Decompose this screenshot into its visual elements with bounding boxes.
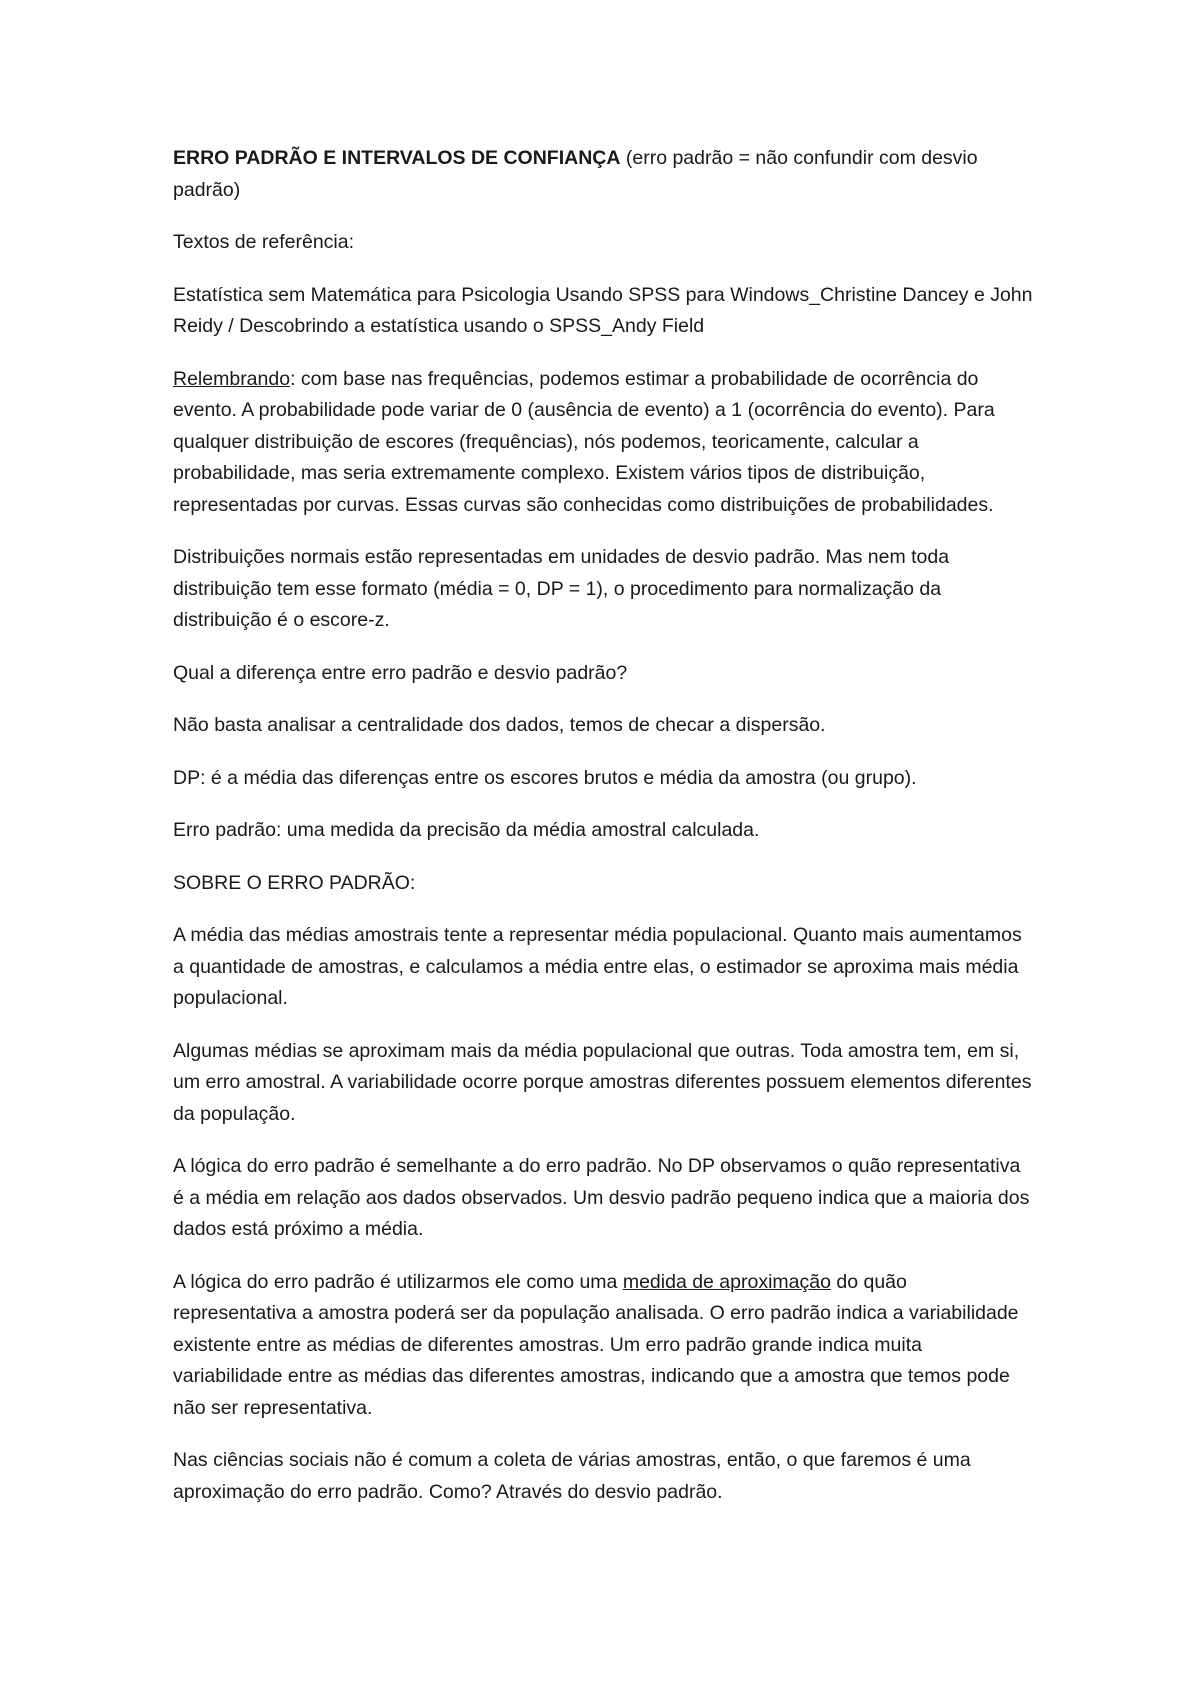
paragraph-algumas-medias: Algumas médias se aproximam mais da média populacional que outras. Toda amostra tem, em si, um erro amostral. A variabilidade ocorre porque amostras diferentes possuem elementos diferentes da população. bbox=[173, 1039, 1032, 1125]
paragraph-logica-1: A lógica do erro padrão é semelhante a do erro padrão. No DP observamos o quão representativa é a média em relação aos dados observados. Um desvio padrão pequeno indica que a maioria dos dados está próximo a média. bbox=[173, 1155, 1030, 1240]
document-title bbox=[173, 143, 1033, 206]
document-body bbox=[173, 143, 1033, 1529]
recall-text: : com base nas frequências, podemos estimar a probabilidade de ocorrência do evento. A probabilidade pode variar de 0 (ausência de evento) a 1 (ocorrência do evento). Para qualquer distribuição de escores (frequências), nós podemos, teoricamente, calcular a probabilidade, mas seria extremamente complexo. Existem vários tipos de distribuição, representadas por curvas. Essas curvas são conhecidas como distribuições de probabilidades. bbox=[173, 367, 995, 516]
references-heading: Textos de referência: bbox=[173, 231, 355, 253]
paragraph-dp-definition: DP: é a média das diferenças entre os escores brutos e média da amostra (ou grupo). bbox=[173, 766, 917, 789]
paragraph-dispersion: Não basta analisar a centralidade dos dados, temos de checar a dispersão. bbox=[173, 714, 826, 736]
title-bold: ERRO PADRÃO E INTERVALOS DE CONFIANÇA bbox=[173, 147, 621, 169]
section-heading-sobre: SOBRE O ERRO PADRÃO: bbox=[173, 871, 416, 894]
paragraph-recall bbox=[173, 364, 1033, 522]
references-list: Estatística sem Matemática para Psicologia Usando SPSS para Windows_Christine Dancey e John Reidy / Descobrindo a estatística usando o SPSS_Andy Field bbox=[173, 283, 1033, 337]
paragraph-media-amostral: A média das médias amostrais tente a representar média populacional. Quanto mais aumentamos a quantidade de amostras, e calculamos a média entre elas, o estimador se aproxima mais média populacional. bbox=[173, 924, 1022, 1009]
title-rest: (erro padrão = não confundir com desvio padrão) bbox=[173, 147, 978, 201]
logica2-after: do quão representativa a amostra poderá ser da população analisada. O erro padrão indica a variabilidade existente entre as médias de diferentes amostras. Um erro padrão grande indica muita variabilidade entre as médias das diferentes amostras, indicando que a amostra que temos pode não ser representativa. bbox=[173, 1270, 1019, 1419]
logica2-underline: medida de aproximação bbox=[622, 1270, 831, 1293]
recall-label: Relembrando bbox=[173, 367, 291, 390]
paragraph-erro-definition: Erro padrão: uma medida da precisão da média amostral calculada. bbox=[173, 819, 760, 841]
paragraph-question: Qual a diferença entre erro padrão e desvio padrão? bbox=[173, 661, 628, 684]
logica2-before: A lógica do erro padrão é utilizarmos ele como uma bbox=[173, 1270, 623, 1293]
paragraph-ciencias-sociais: Nas ciências sociais não é comum a coleta de várias amostras, então, o que faremos é uma aproximação do erro padrão. Como? Através do desvio padrão. bbox=[173, 1449, 971, 1503]
paragraph-normal-distributions: Distribuições normais estão representadas em unidades de desvio padrão. Mas nem toda distribuição tem esse formato (média = 0, DP = 1), o procedimento para normalização da distribuição é o escore-z. bbox=[173, 546, 950, 631]
paragraph-logica-2 bbox=[173, 1267, 1033, 1425]
